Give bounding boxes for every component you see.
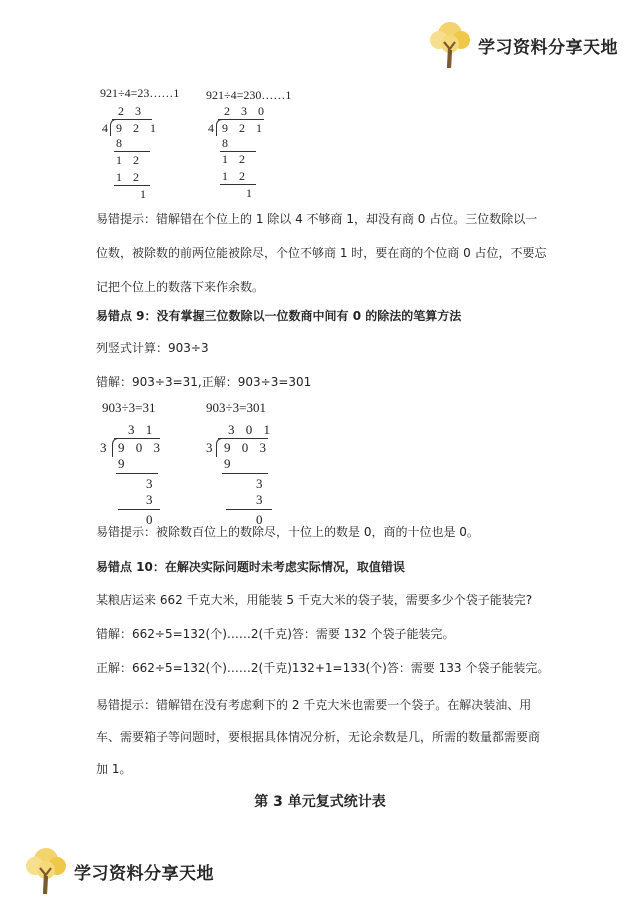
division-equation: 903÷3=31 <box>102 400 156 415</box>
division-bar <box>218 438 268 439</box>
problem-10: 某粮店运来 662 千克大米，用能装 5 千克大米的袋子装，需要多少个袋子能装完? <box>96 593 533 607</box>
division-step: 8 <box>116 136 126 150</box>
division-step-line <box>116 473 158 474</box>
division-step-line <box>220 184 256 185</box>
division-step-line <box>118 509 160 510</box>
division-step: 1 2 <box>222 152 249 166</box>
unit-3-heading: 第 3 单元复式统计表 <box>254 794 386 810</box>
division-dividend: 9 0 3 <box>118 440 164 455</box>
division-quotient: 3 1 <box>128 422 157 437</box>
division-dividend: 9 2 1 <box>222 121 266 135</box>
brand-logo-footer <box>24 846 214 896</box>
heading-error-point-9: 易错点 9：没有掌握三位数除以一位数商中间有 0 的除法的笔算方法 <box>96 309 462 323</box>
division-step-line <box>114 185 150 186</box>
division-step: 3 <box>146 492 157 507</box>
division-step: 1 <box>246 186 256 200</box>
tree-logo-icon <box>24 846 68 896</box>
brand-name: 学习资料分享天地 <box>478 37 618 58</box>
long-division-4 <box>202 398 312 527</box>
division-equation: 921÷4=230……1 <box>206 88 292 102</box>
wrong-right-9: 错解：903÷3=31,正解：903÷3=301 <box>96 375 312 389</box>
heading-error-point-10: 易错点 10：在解决实际问题时未考虑实际情况，取值错误 <box>96 560 405 574</box>
division-dividend: 9 2 1 <box>116 121 160 135</box>
division-divisor: 3 <box>100 440 111 455</box>
division-bar <box>218 119 264 120</box>
division-quotient: 2 3 <box>118 104 145 118</box>
division-step: 1 2 <box>222 169 249 183</box>
brand-name: 学习资料分享天地 <box>74 863 214 884</box>
right-10: 正解：662÷5=132(个)……2(千克)132+1=133(个)答：需要 133 个袋子能装完。 <box>96 661 550 675</box>
division-step: 3 <box>256 476 267 491</box>
division-step: 0 <box>146 512 157 527</box>
division-step: 8 <box>222 136 232 150</box>
division-step: 9 <box>118 456 129 471</box>
brand-logo <box>428 20 618 70</box>
division-bar <box>114 438 160 439</box>
division-step: 3 <box>146 476 157 491</box>
division-step: 1 2 <box>116 170 143 184</box>
wrong-10: 错解：662÷5=132(个)……2(千克)答：需要 132 个袋子能装完。 <box>96 627 455 641</box>
error-tip-8: 易错提示：错解错在个位上的 1 除以 4 不够商 1，却没有商 0 占位。三位数除以一位数，被除数的前两位能被除尽，个位不够商 1 时，要在商的个位商 0 占位，不要忘记把个位上的数落下来作余数。 <box>96 212 547 294</box>
division-divisor: 4 <box>208 121 218 135</box>
error-tip-9: 易错提示：被除数百位上的数除尽，十位上的数是 0，商的十位也是 0。 <box>96 525 479 539</box>
division-equation: 903÷3=301 <box>206 400 266 415</box>
division-equation: 921÷4=23……1 <box>100 86 180 100</box>
division-bracket <box>216 438 223 457</box>
division-step: 9 <box>224 456 235 471</box>
task-9: 列竖式计算：903÷3 <box>96 341 209 355</box>
division-step-line <box>226 509 272 510</box>
division-quotient: 3 0 1 <box>228 422 274 437</box>
division-step: 1 2 <box>116 153 143 167</box>
division-quotient: 2 3 0 <box>224 104 268 118</box>
long-division-3 <box>98 398 198 527</box>
division-step-line <box>222 473 268 474</box>
tree-logo-icon <box>428 20 472 70</box>
division-divisor: 4 <box>102 121 112 135</box>
division-dividend: 9 0 3 <box>224 440 270 455</box>
division-step: 0 <box>256 512 267 527</box>
long-division-2 <box>198 86 328 200</box>
division-bar <box>112 119 152 120</box>
error-tip-10: 易错提示：错解错在没有考虑剩下的 2 千克大米也需要一个袋子。在解决装油、用车、需要箱子等问题时，要根据具体情况分析，无论余数是几，所需的数量都需要商加 1。 <box>96 698 541 776</box>
division-step: 1 <box>140 187 150 201</box>
division-step: 3 <box>256 492 267 507</box>
division-step-line <box>114 151 150 152</box>
division-divisor: 3 <box>206 440 217 455</box>
